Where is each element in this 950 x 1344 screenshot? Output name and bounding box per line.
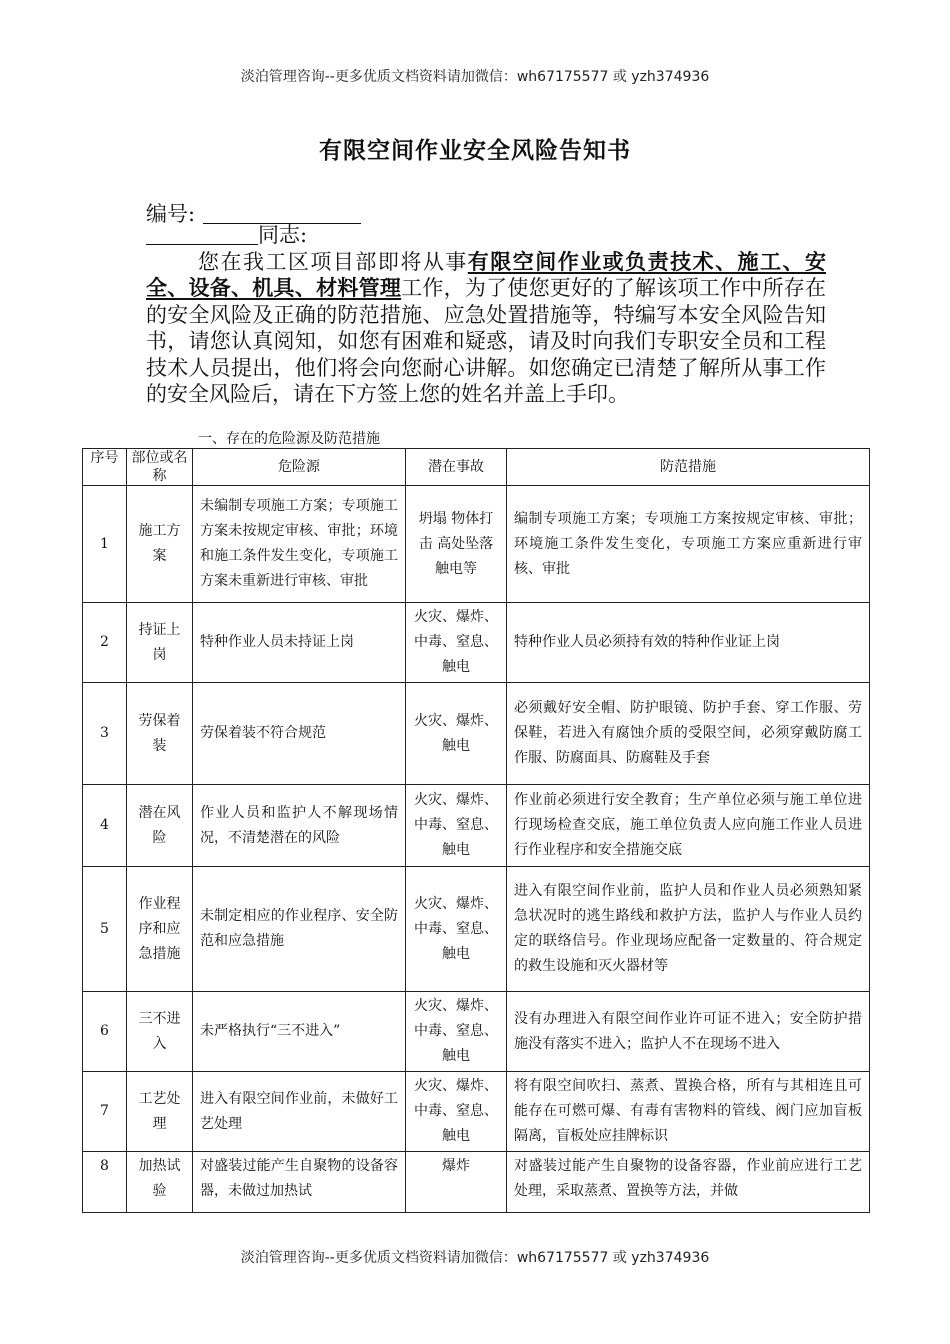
row-no: 2 (83, 603, 127, 683)
header-accident: 潜在事故 (406, 449, 507, 486)
row-hazard: 未严格执行“三不进入” (193, 992, 406, 1072)
risk-table (82, 448, 870, 1213)
intro-before: 您在我工区项目部即将从事 (198, 249, 468, 274)
serial-blank (203, 203, 361, 224)
row-no: 5 (83, 867, 127, 992)
row-accident: 火灾、爆炸、中毒、窒息、触电 (406, 1072, 507, 1152)
row-part: 加热试验 (127, 1152, 193, 1213)
intro-paragraph (146, 249, 826, 408)
row-hazard: 劳保着装不符合规范 (193, 683, 406, 785)
row-measure: 将有限空间吹扫、蒸煮、置换合格，所有与其相连且可能存在可燃可爆、有毒有害物料的管线、阀门应加盲板隔离，盲板处应挂牌标识 (507, 1072, 870, 1152)
row-accident: 火灾、爆炸、中毒、窒息、触电 (406, 992, 507, 1072)
row-accident: 火灾、爆炸、触电 (406, 683, 507, 785)
header-note: 淡泊管理咨询--更多优质文档资料请加微信：wh67175577 或 yzh374936 (240, 69, 710, 85)
row-measure: 对盛装过能产生自聚物的设备容器，作业前应进行工艺处理，采取蒸煮、置换等方法，并做 (507, 1152, 870, 1213)
row-measure: 没有办理进入有限空间作业许可证不进入；安全防护措施没有落实不进入；监护人不在现场不进入 (507, 992, 870, 1072)
table-header-row (83, 449, 870, 486)
intro-after: 工作，为了使您更好的了解该项工作中所存在的安全风险及正确的防范措施、应急处置措施等，特编写本安全风险告知书，请您认真阅知，如您有困难和疑惑，请及时向我们专职安全员和工程技术人员提出，他们将会向您耐心讲解。如您确定已清楚了解所从事工作的安全风险后，请在下方签上您的姓名并盖上手印。 (146, 276, 827, 406)
row-hazard: 未编制专项施工方案；专项施工方案未按规定审核、审批；环境和施工条件发生变化，专项施工方案未重新进行审核、审批 (193, 486, 406, 603)
row-part: 工艺处理 (127, 1072, 193, 1152)
row-hazard: 未制定相应的作业程序、安全防范和应急措施 (193, 867, 406, 992)
notice-body (146, 222, 826, 408)
row-accident: 火灾、爆炸、中毒、窒息、触电 (406, 785, 507, 867)
row-measure: 编制专项施工方案；专项施工方案按规定审核、审批；环境施工条件发生变化，专项施工方案应重新进行审核、审批 (507, 486, 870, 603)
row-hazard: 进入有限空间作业前，未做好工艺处理 (193, 1072, 406, 1152)
row-hazard: 作业人员和监护人不解现场情况，不清楚潜在的风险 (193, 785, 406, 867)
row-no: 6 (83, 992, 127, 1072)
row-no: 3 (83, 683, 127, 785)
row-no: 8 (83, 1152, 127, 1213)
row-hazard: 对盛装过能产生自聚物的设备容器，未做过加热试 (193, 1152, 406, 1213)
footer-note: 淡泊管理咨询--更多优质文档资料请加微信：wh67175577 或 yzh374936 (240, 1250, 710, 1266)
name-blank (146, 224, 258, 245)
row-accident: 爆炸 (406, 1152, 507, 1213)
serial-label: 编号: (146, 202, 196, 226)
greeting-line (146, 222, 826, 249)
header-measure: 防范措施 (507, 449, 870, 486)
section-title: 一、存在的危险源及防范措施 (198, 431, 380, 447)
row-part: 三不进入 (127, 992, 193, 1072)
table-row (83, 603, 870, 683)
table-row (83, 1072, 870, 1152)
row-part: 劳保着装 (127, 683, 193, 785)
row-no: 4 (83, 785, 127, 867)
row-part: 潜在风险 (127, 785, 193, 867)
table-row (83, 867, 870, 992)
row-part: 施工方案 (127, 486, 193, 603)
table-row (83, 683, 870, 785)
header-hazard: 危险源 (193, 449, 406, 486)
row-no: 7 (83, 1072, 127, 1152)
row-measure: 必须戴好安全帽、防护眼镜、防护手套、穿工作服、劳保鞋，若进入有腐蚀介质的受限空间，必须穿戴防腐工作服、防腐面具、防腐鞋及手套 (507, 683, 870, 785)
row-accident: 火灾、爆炸、中毒、窒息、触电 (406, 603, 507, 683)
header-part: 部位或名称 (127, 449, 193, 486)
header-no: 序号 (83, 449, 127, 486)
row-measure: 特种作业人员必须持有效的特种作业证上岗 (507, 603, 870, 683)
row-hazard: 特种作业人员未持证上岗 (193, 603, 406, 683)
row-measure: 作业前必须进行安全教育；生产单位必须与施工单位进行现场检查交底，施工单位负责人应向施工作业人员进行作业程序和安全措施交底 (507, 785, 870, 867)
row-accident: 火灾、爆炸、中毒、窒息、触电 (406, 867, 507, 992)
intro-highlight: 有限空间作业或负责技术、施工、安全、设备、机具、材料管理 (146, 248, 827, 300)
table-row (83, 785, 870, 867)
row-part: 持证上岗 (127, 603, 193, 683)
document-title: 有限空间作业安全风险告知书 (319, 138, 631, 164)
row-accident: 坍塌 物体打击 高处坠落 触电等 (406, 486, 507, 603)
row-part: 作业程序和应急措施 (127, 867, 193, 992)
row-measure: 进入有限空间作业前，监护人员和作业人员必须熟知紧急状况时的逃生路线和救护方法，监护人与作业人员约定的联络信号。作业现场应配备一定数量的、符合规定的救生设施和灭火器材等 (507, 867, 870, 992)
table-row (83, 1152, 870, 1213)
table-row (83, 486, 870, 603)
row-no: 1 (83, 486, 127, 603)
table-row (83, 992, 870, 1072)
greeting-suffix: 同志: (258, 223, 308, 247)
